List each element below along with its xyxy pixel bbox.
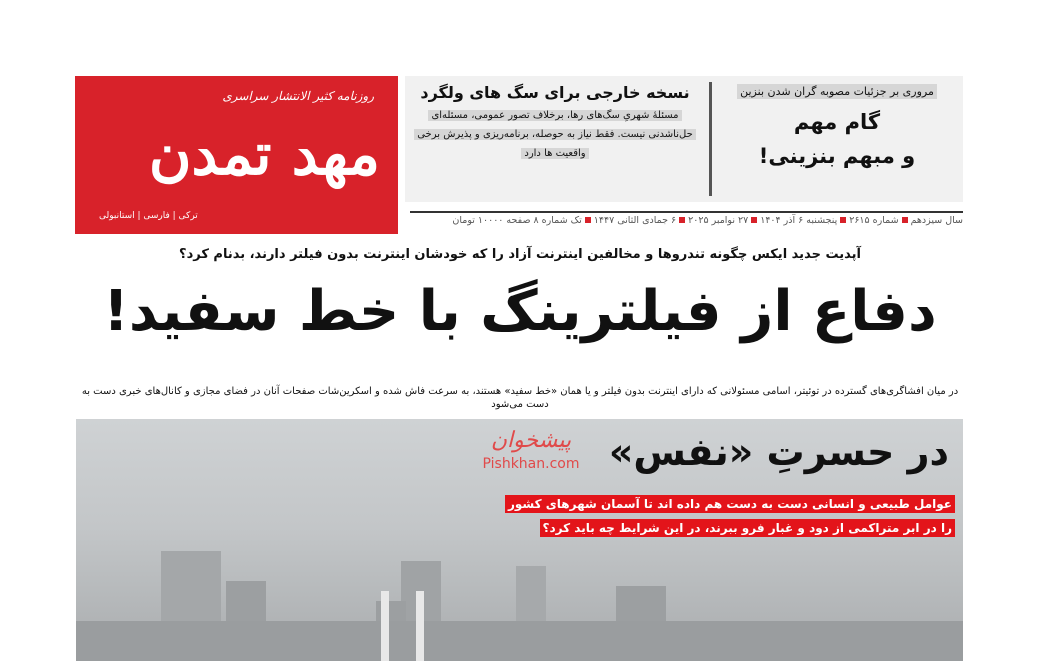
teaser-title: گام مهم bbox=[793, 110, 881, 134]
teaser-kicker: مروری بر جزئیات مصوبه گران شدن بنزین bbox=[737, 84, 937, 99]
photo-story-line: عوامل طبیعی و انسانی دست به دست هم داده اند تا آسمان شهرهای کشور bbox=[505, 495, 955, 513]
photo-story-line: را در ابر متراکمی از دود و غبار فرو ببرند، در این شرایط چه باید کرد؟ bbox=[540, 519, 955, 537]
main-headline[interactable]: دفاع از فیلترینگ با خط سفید! bbox=[103, 279, 937, 344]
issue-number: شماره ۲۶۱۵ bbox=[849, 215, 899, 226]
teaser-stray-dogs[interactable] bbox=[405, 76, 705, 202]
divider bbox=[410, 211, 963, 213]
teaser-body-line: واقعیت ها دارد bbox=[521, 148, 588, 159]
masthead-languages: ترکی | فارسی | استانبولی bbox=[99, 211, 198, 221]
smog-city-photo bbox=[76, 419, 963, 661]
top-teasers bbox=[405, 76, 963, 202]
main-headline-container bbox=[0, 272, 1040, 352]
date-hijri: ۶ جمادی الثانی ۱۴۴۷ bbox=[593, 215, 677, 226]
dateline bbox=[410, 215, 963, 227]
teaser-title: نسخه خارجی برای سگ های ولگرد bbox=[420, 83, 690, 102]
masthead-tagline: روزنامه کثیر الانتشار سراسری bbox=[222, 89, 374, 103]
teaser-gasoline[interactable] bbox=[711, 76, 963, 202]
date-persian: پنجشنبه ۶ آذر ۱۴۰۴ bbox=[760, 215, 838, 226]
photo-story-title[interactable]: در حسرتِ «نفس» bbox=[608, 430, 949, 474]
teaser-body-line: حل‌ناشدنی نیست. فقط نیاز به حوصله، برنامه‌ریزی و پذیرش برخی bbox=[414, 129, 696, 140]
volume: سال سیزدهم bbox=[910, 215, 963, 226]
price: تک شماره ۸ صفحه ۱۰۰۰۰ تومان bbox=[452, 215, 582, 226]
date-gregorian: ۲۷ نوامبر ۲۰۲۵ bbox=[688, 215, 749, 226]
masthead-logo bbox=[75, 76, 398, 234]
watermark-fa: پیشخوان bbox=[490, 428, 572, 453]
main-lead: در میان افشاگری‌های گسترده در توئیتر، اسامی مسئولانی که دارای اینترنت بدون فیلتر و یا همان «خط سفید» هستند، به سرعت فاش شده و اسکرین‌شات صفحات آنان در فضای مجازی و کانال‌های خبری دست به دست می‌شود bbox=[81, 386, 959, 410]
teaser-title: و مبهم بنزینی! bbox=[758, 144, 916, 168]
main-kicker: آپدیت جدید ایکس چگونه تندروها و مخالفین اینترنت آزاد را که خودشان اینترنت بدون فیلتر دارند، بدنام کرد؟ bbox=[179, 247, 861, 262]
watermark-en: Pishkhan.com bbox=[482, 456, 580, 472]
masthead-name: مهد تمدن bbox=[148, 120, 380, 188]
teaser-body-line: مسئلهٔ شهریِ سگ‌های رها، برخلاف تصور عمومی، مسئله‌ای bbox=[428, 110, 681, 121]
pishkhan-watermark bbox=[476, 427, 586, 473]
